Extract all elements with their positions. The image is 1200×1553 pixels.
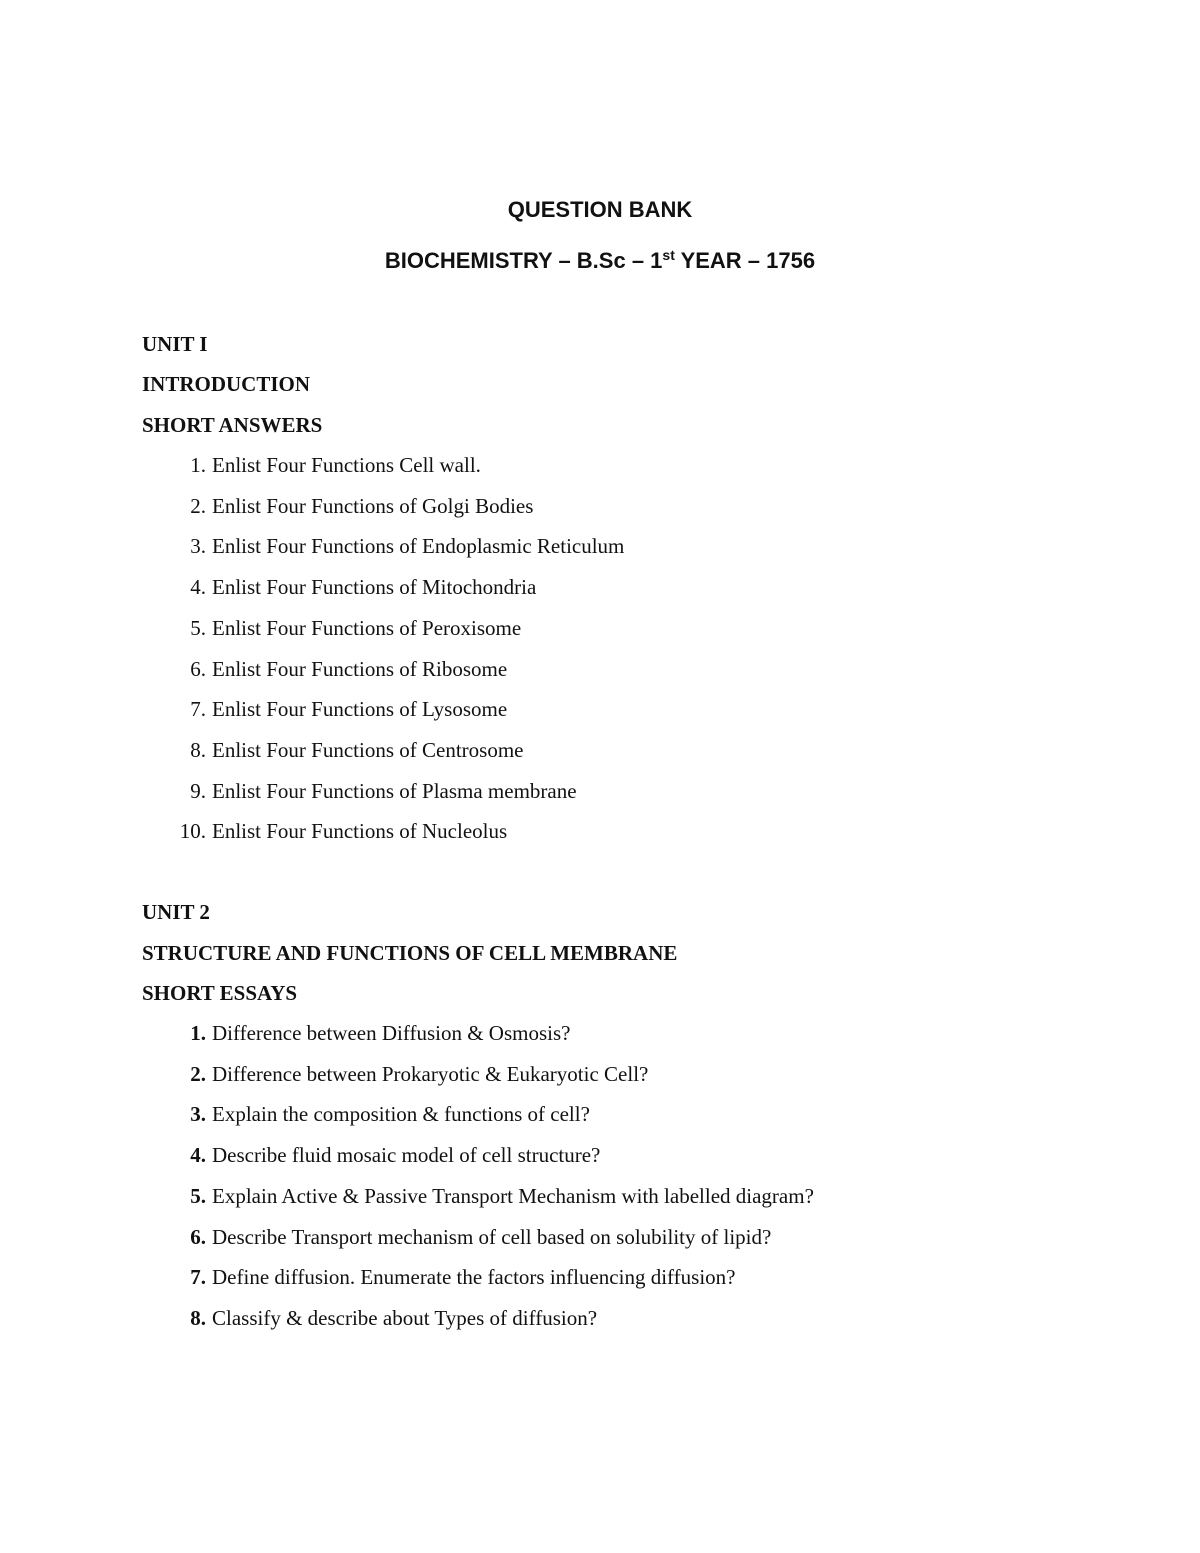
list-item (0, 1225, 1200, 1255)
unit1-topic: INTRODUCTION (142, 372, 311, 396)
question-number: 4. (190, 575, 206, 600)
title-text: QUESTION BANK (507, 197, 693, 222)
question-number: 4. (190, 1143, 206, 1168)
question-text: Enlist Four Functions of Ribosome (212, 656, 508, 681)
unit1-label: UNIT I (142, 332, 208, 356)
question-number: 3. (190, 1102, 206, 1127)
list-item (0, 494, 1200, 524)
question-text: Classify & describe about Types of diffusion? (212, 1305, 598, 1330)
question-text: Enlist Four Functions of Peroxisome (212, 615, 522, 640)
question-number: 10. (179, 819, 206, 844)
question-number: 3. (190, 534, 206, 559)
list-item (0, 779, 1200, 809)
document-subtitle (0, 246, 1200, 276)
unit2-label: UNIT 2 (142, 900, 210, 924)
question-text: Enlist Four Functions of Golgi Bodies (212, 493, 534, 518)
question-text: Enlist Four Functions of Plasma membrane (212, 778, 577, 803)
question-number: 8. (190, 1305, 206, 1330)
question-number: 2. (190, 1061, 206, 1086)
subtitle-superscript: st (662, 247, 675, 263)
list-item (0, 575, 1200, 605)
question-text: Enlist Four Functions of Centrosome (212, 737, 524, 762)
list-item (0, 738, 1200, 768)
list-item (0, 534, 1200, 564)
question-number: 9. (190, 778, 206, 803)
list-item (0, 697, 1200, 727)
question-text: Difference between Diffusion & Osmosis? (212, 1021, 571, 1045)
document-title (0, 195, 1200, 225)
list-item (0, 1143, 1200, 1173)
question-number: 6. (190, 1224, 206, 1249)
unit1-section-heading: SHORT ANSWERS (142, 413, 323, 437)
list-item (0, 1021, 1200, 1051)
unit2-section-heading: SHORT ESSAYS (142, 981, 298, 1005)
list-item (0, 657, 1200, 687)
list-item (0, 616, 1200, 646)
list-item (0, 1062, 1200, 1092)
question-text: Explain the composition & functions of cell? (212, 1102, 590, 1127)
question-text: Define diffusion. Enumerate the factors influencing diffusion? (212, 1265, 736, 1290)
question-number: 5. (190, 1183, 206, 1208)
question-text: Enlist Four Functions Cell wall. (212, 453, 481, 477)
question-text: Describe fluid mosaic model of cell structure? (212, 1143, 601, 1168)
question-text: Explain Active & Passive Transport Mechanism with labelled diagram? (212, 1183, 814, 1208)
list-item (0, 1306, 1200, 1336)
question-number: 5. (190, 615, 206, 640)
list-item (0, 819, 1200, 849)
question-number: 8. (190, 737, 206, 762)
list-item (0, 1265, 1200, 1295)
question-number: 1. (190, 1021, 206, 1045)
question-text: Difference between Prokaryotic & Eukaryotic Cell? (212, 1061, 649, 1086)
question-text: Enlist Four Functions of Mitochondria (212, 575, 537, 600)
question-text: Enlist Four Functions of Lysosome (212, 697, 508, 722)
question-text: Enlist Four Functions of Endoplasmic Reticulum (212, 534, 625, 559)
question-number: 7. (190, 697, 206, 722)
list-item (0, 1102, 1200, 1132)
question-text: Enlist Four Functions of Nucleolus (212, 819, 508, 844)
subtitle-part1: BIOCHEMISTRY – B.Sc – 1 (384, 248, 663, 273)
question-number: 6. (190, 656, 206, 681)
list-item (0, 453, 1200, 483)
question-number: 2. (190, 493, 206, 518)
question-number: 7. (190, 1265, 206, 1290)
question-number: 1. (190, 453, 206, 477)
subtitle-part2: YEAR – 1756 (674, 248, 816, 273)
question-text: Describe Transport mechanism of cell based on solubility of lipid? (212, 1224, 772, 1249)
list-item (0, 1184, 1200, 1214)
unit2-topic: STRUCTURE AND FUNCTIONS OF CELL MEMBRANE (142, 941, 678, 965)
